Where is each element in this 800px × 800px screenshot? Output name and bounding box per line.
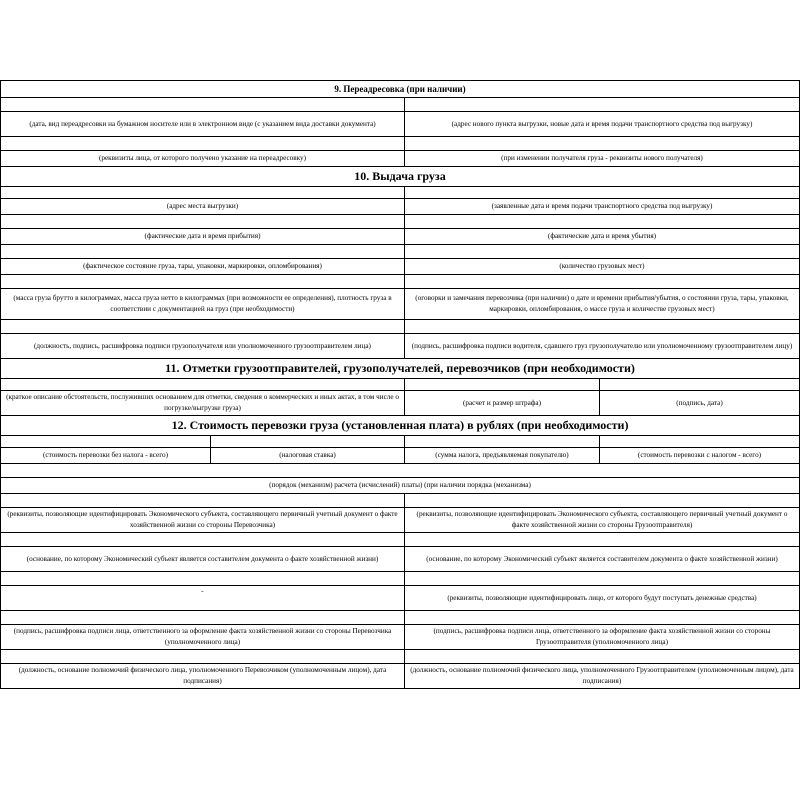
field-cargo-condition[interactable] [1, 245, 405, 259]
section-9-title: 9. Переадресовка (при наличии) [1, 81, 800, 98]
caption: (реквизиты, позволяющие идентифицировать Экономического субъекта, составляющего первичный учетный документ о факте хозяйственной жизни со стороны Перевозчика) [1, 508, 405, 533]
field-package-count[interactable] [405, 245, 800, 259]
caption: - [1, 586, 405, 611]
caption: (порядок (механизм) расчета (исчислений) платы) (при наличии порядка (механизма) [1, 478, 800, 494]
field-cost-with-tax[interactable] [600, 436, 800, 448]
caption: (расчет и размер штрафа) [405, 391, 600, 416]
field-cargo-mass[interactable] [1, 275, 405, 289]
field-recipient-signature[interactable] [1, 320, 405, 334]
field-driver-signature[interactable] [405, 320, 800, 334]
caption: (сумма налога, предъявляемая покупателю) [405, 448, 600, 464]
caption: (стоимость перевозки с налогом - всего) [600, 448, 800, 464]
caption: (адрес нового пункта выгрузки, новые дата и время подачи транспортного средства под выгрузку) [405, 112, 800, 137]
field-carrier-basis[interactable] [1, 533, 405, 547]
field-tax-amount[interactable] [405, 436, 600, 448]
caption: (должность, основание полномочий физического лица, уполномоченного Грузоотправителем (уполномоченным лицом), дата подписания) [405, 664, 800, 689]
caption: (дата, вид переадресовки на бумажном носителе или в электронном виде (с указанием вида доставки документа) [1, 112, 405, 137]
transport-waybill-form [0, 80, 799, 716]
caption: (фактические дата и время убытия) [405, 229, 800, 245]
field-shipper-basis[interactable] [405, 533, 800, 547]
field-unload-address[interactable] [1, 187, 405, 199]
caption: (краткое описание обстоятельств, послуживших основанием для отметки, сведения о коммерческих и иных актах, в том числе о погрузке/выгрузке груза) [1, 391, 405, 416]
field-carrier-requisites[interactable] [1, 494, 405, 508]
field-redirect-date[interactable] [1, 98, 405, 112]
caption: (оговорки и замечания перевозчика (при наличии) о дате и времени прибытия/убытия, о состоянии груза, тары, упаковки, маркировки, опломбирования, о массе груза и количестве грузовых мест) [405, 289, 800, 320]
caption: (масса груза брутто в килограммах, масса груза нетто в килограммах (при возможности ее определения), плотность груза в соответствии с документацией на груз (при необходимости) [1, 289, 405, 320]
field-mark-signature[interactable] [600, 379, 800, 391]
field-actual-arrival[interactable] [1, 215, 405, 229]
field-circumstances[interactable] [1, 379, 405, 391]
field-carrier-remarks[interactable] [405, 275, 800, 289]
caption: (реквизиты, позволяющие идентифицировать лицо, от которого будут поступать денежные средства) [405, 586, 800, 611]
caption: (налоговая ставка) [211, 448, 405, 464]
section-12-title: 12. Стоимость перевозки груза (установленная плата) в рублях (при необходимости) [1, 416, 800, 436]
caption: (фактические дата и время прибытия) [1, 229, 405, 245]
field-calc-order[interactable] [1, 464, 800, 478]
field-actual-departure[interactable] [405, 215, 800, 229]
field-new-recipient[interactable] [405, 137, 800, 151]
field-carrier-responsible-signature[interactable] [1, 611, 405, 625]
waybill-table [0, 80, 800, 689]
caption: (подпись, расшифровка подписи водителя, сдавшего груз грузополучателю или уполномоченному грузоотправителем лицу) [405, 334, 800, 359]
field-redirect-source[interactable] [1, 137, 405, 151]
caption: (должность, основание полномочий физического лица, уполномоченного Перевозчиком (уполномоченным лицом), дата подписания) [1, 664, 405, 689]
caption: (при изменении получателя груза - реквизиты нового получателя) [405, 151, 800, 167]
field-shipper-responsible-signature[interactable] [405, 611, 800, 625]
field-shipper-position[interactable] [405, 650, 800, 664]
field-carrier-position[interactable] [1, 650, 405, 664]
caption: (реквизиты лица, от которого получено указание на переадресовку) [1, 151, 405, 167]
caption: (фактическое состояние груза, тары, упаковки, маркировки, опломбирования) [1, 259, 405, 275]
caption: (адрес места выгрузки) [1, 199, 405, 215]
caption: (должность, подпись, расшифровка подписи грузополучателя или уполномоченного грузоотправителем лица) [1, 334, 405, 359]
caption: (количество грузовых мест) [405, 259, 800, 275]
caption: (подпись, дата) [600, 391, 800, 416]
section-11-title: 11. Отметки грузоотправителей, грузополучателей, перевозчиков (при необходимости) [1, 359, 800, 379]
caption: (подпись, расшифровка подписи лица, ответственного за оформление факта хозяйственной жизни со стороны Перевозчика (уполномоченного лица) [1, 625, 405, 650]
field-new-unload-address[interactable] [405, 98, 800, 112]
caption: (заявленные дата и время подачи транспортного средства под выгрузку) [405, 199, 800, 215]
field-cost-no-tax[interactable] [1, 436, 211, 448]
field-fine[interactable] [405, 379, 600, 391]
field-tax-rate[interactable] [211, 436, 405, 448]
section-10-title: 10. Выдача груза [1, 167, 800, 187]
field-funds-source[interactable] [405, 572, 800, 586]
field-declared-arrival[interactable] [405, 187, 800, 199]
field-carrier-payer[interactable] [1, 572, 405, 586]
caption: (стоимость перевозки без налога - всего) [1, 448, 211, 464]
caption: (основание, по которому Экономический субъект является составителем документа о факте хозяйственной жизни) [1, 547, 405, 572]
caption: (подпись, расшифровка подписи лица, ответственного за оформление факта хозяйственной жизни со стороны Грузоотправителя (уполномоченного лица) [405, 625, 800, 650]
caption: (основание, по которому Экономический субъект является составителем документа о факте хозяйственной жизни) [405, 547, 800, 572]
field-shipper-requisites[interactable] [405, 494, 800, 508]
caption: (реквизиты, позволяющие идентифицировать Экономического субъекта, составляющего первичный учетный документ о факте хозяйственной жизни со стороны Грузоотправителя) [405, 508, 800, 533]
